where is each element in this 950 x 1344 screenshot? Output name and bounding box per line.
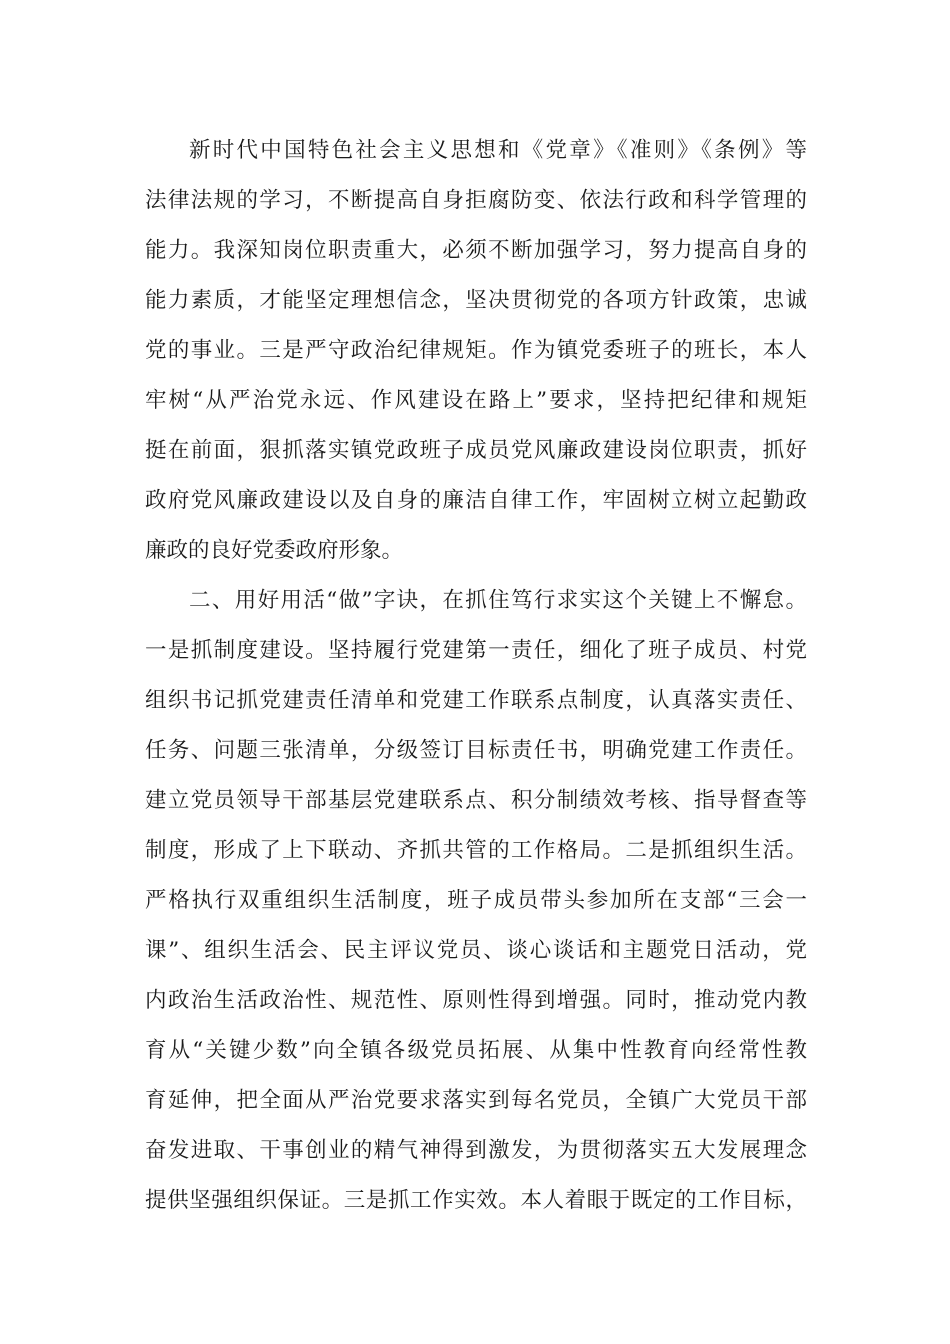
text-line: 能力。我深知岗位职责重大，必须不断加强学习，努力提高自身的 — [145, 238, 807, 263]
text-line: 二、用好用活“做”字诀，在抓住笃行求实这个关键上不懈怠。 — [189, 588, 807, 613]
text-line: 政府党风廉政建设以及自身的廉洁自律工作，牢固树立树立起勤政 — [145, 488, 807, 513]
text-line: 育从“关键少数”向全镇各级党员拓展、从集中性教育向经常性教 — [145, 1038, 807, 1063]
text-line: 新时代中国特色社会主义思想和《党章》《准则》《条例》等 — [189, 138, 807, 163]
text-line: 内政治生活政治性、规范性、原则性得到增强。同时，推动党内教 — [145, 988, 807, 1013]
text-line: 建立党员领导干部基层党建联系点、积分制绩效考核、指导督查等 — [145, 788, 807, 813]
text-line: 育延伸，把全面从严治党要求落实到每名党员，全镇广大党员干部 — [145, 1088, 807, 1113]
text-line: 一是抓制度建设。坚持履行党建第一责任，细化了班子成员、村党 — [145, 638, 807, 663]
text-line: 奋发进取、干事创业的精气神得到激发，为贯彻落实五大发展理念 — [145, 1138, 807, 1163]
text-line: 任务、问题三张清单，分级签订目标责任书，明确党建工作责任。 — [145, 738, 807, 763]
text-line: 课”、组织生活会、民主评议党员、谈心谈话和主题党日活动，党 — [145, 938, 807, 963]
text-line: 牢树“从严治党永远、作风建设在路上”要求，坚持把纪律和规矩 — [145, 388, 807, 413]
text-line: 制度，形成了上下联动、齐抓共管的工作格局。二是抓组织生活。 — [145, 838, 807, 863]
text-line: 组织书记抓党建责任清单和党建工作联系点制度，认真落实责任、 — [145, 688, 807, 713]
text-line: 提供坚强组织保证。三是抓工作实效。本人着眼于既定的工作目标， — [145, 1188, 807, 1213]
text-line: 党的事业。三是严守政治纪律规矩。作为镇党委班子的班长，本人 — [145, 338, 807, 363]
text-line: 法律法规的学习，不断提高自身拒腐防变、依法行政和科学管理的 — [145, 188, 807, 213]
text-line: 能力素质，才能坚定理想信念，坚决贯彻党的各项方针政策，忠诚 — [145, 288, 807, 313]
text-line: 严格执行双重组织生活制度，班子成员带头参加所在支部“三会一 — [145, 888, 807, 913]
text-line: 挺在前面，狠抓落实镇党政班子成员党风廉政建设岗位职责，抓好 — [145, 438, 807, 463]
body-text — [145, 126, 807, 1226]
text-line: 廉政的良好党委政府形象。 — [145, 538, 404, 563]
